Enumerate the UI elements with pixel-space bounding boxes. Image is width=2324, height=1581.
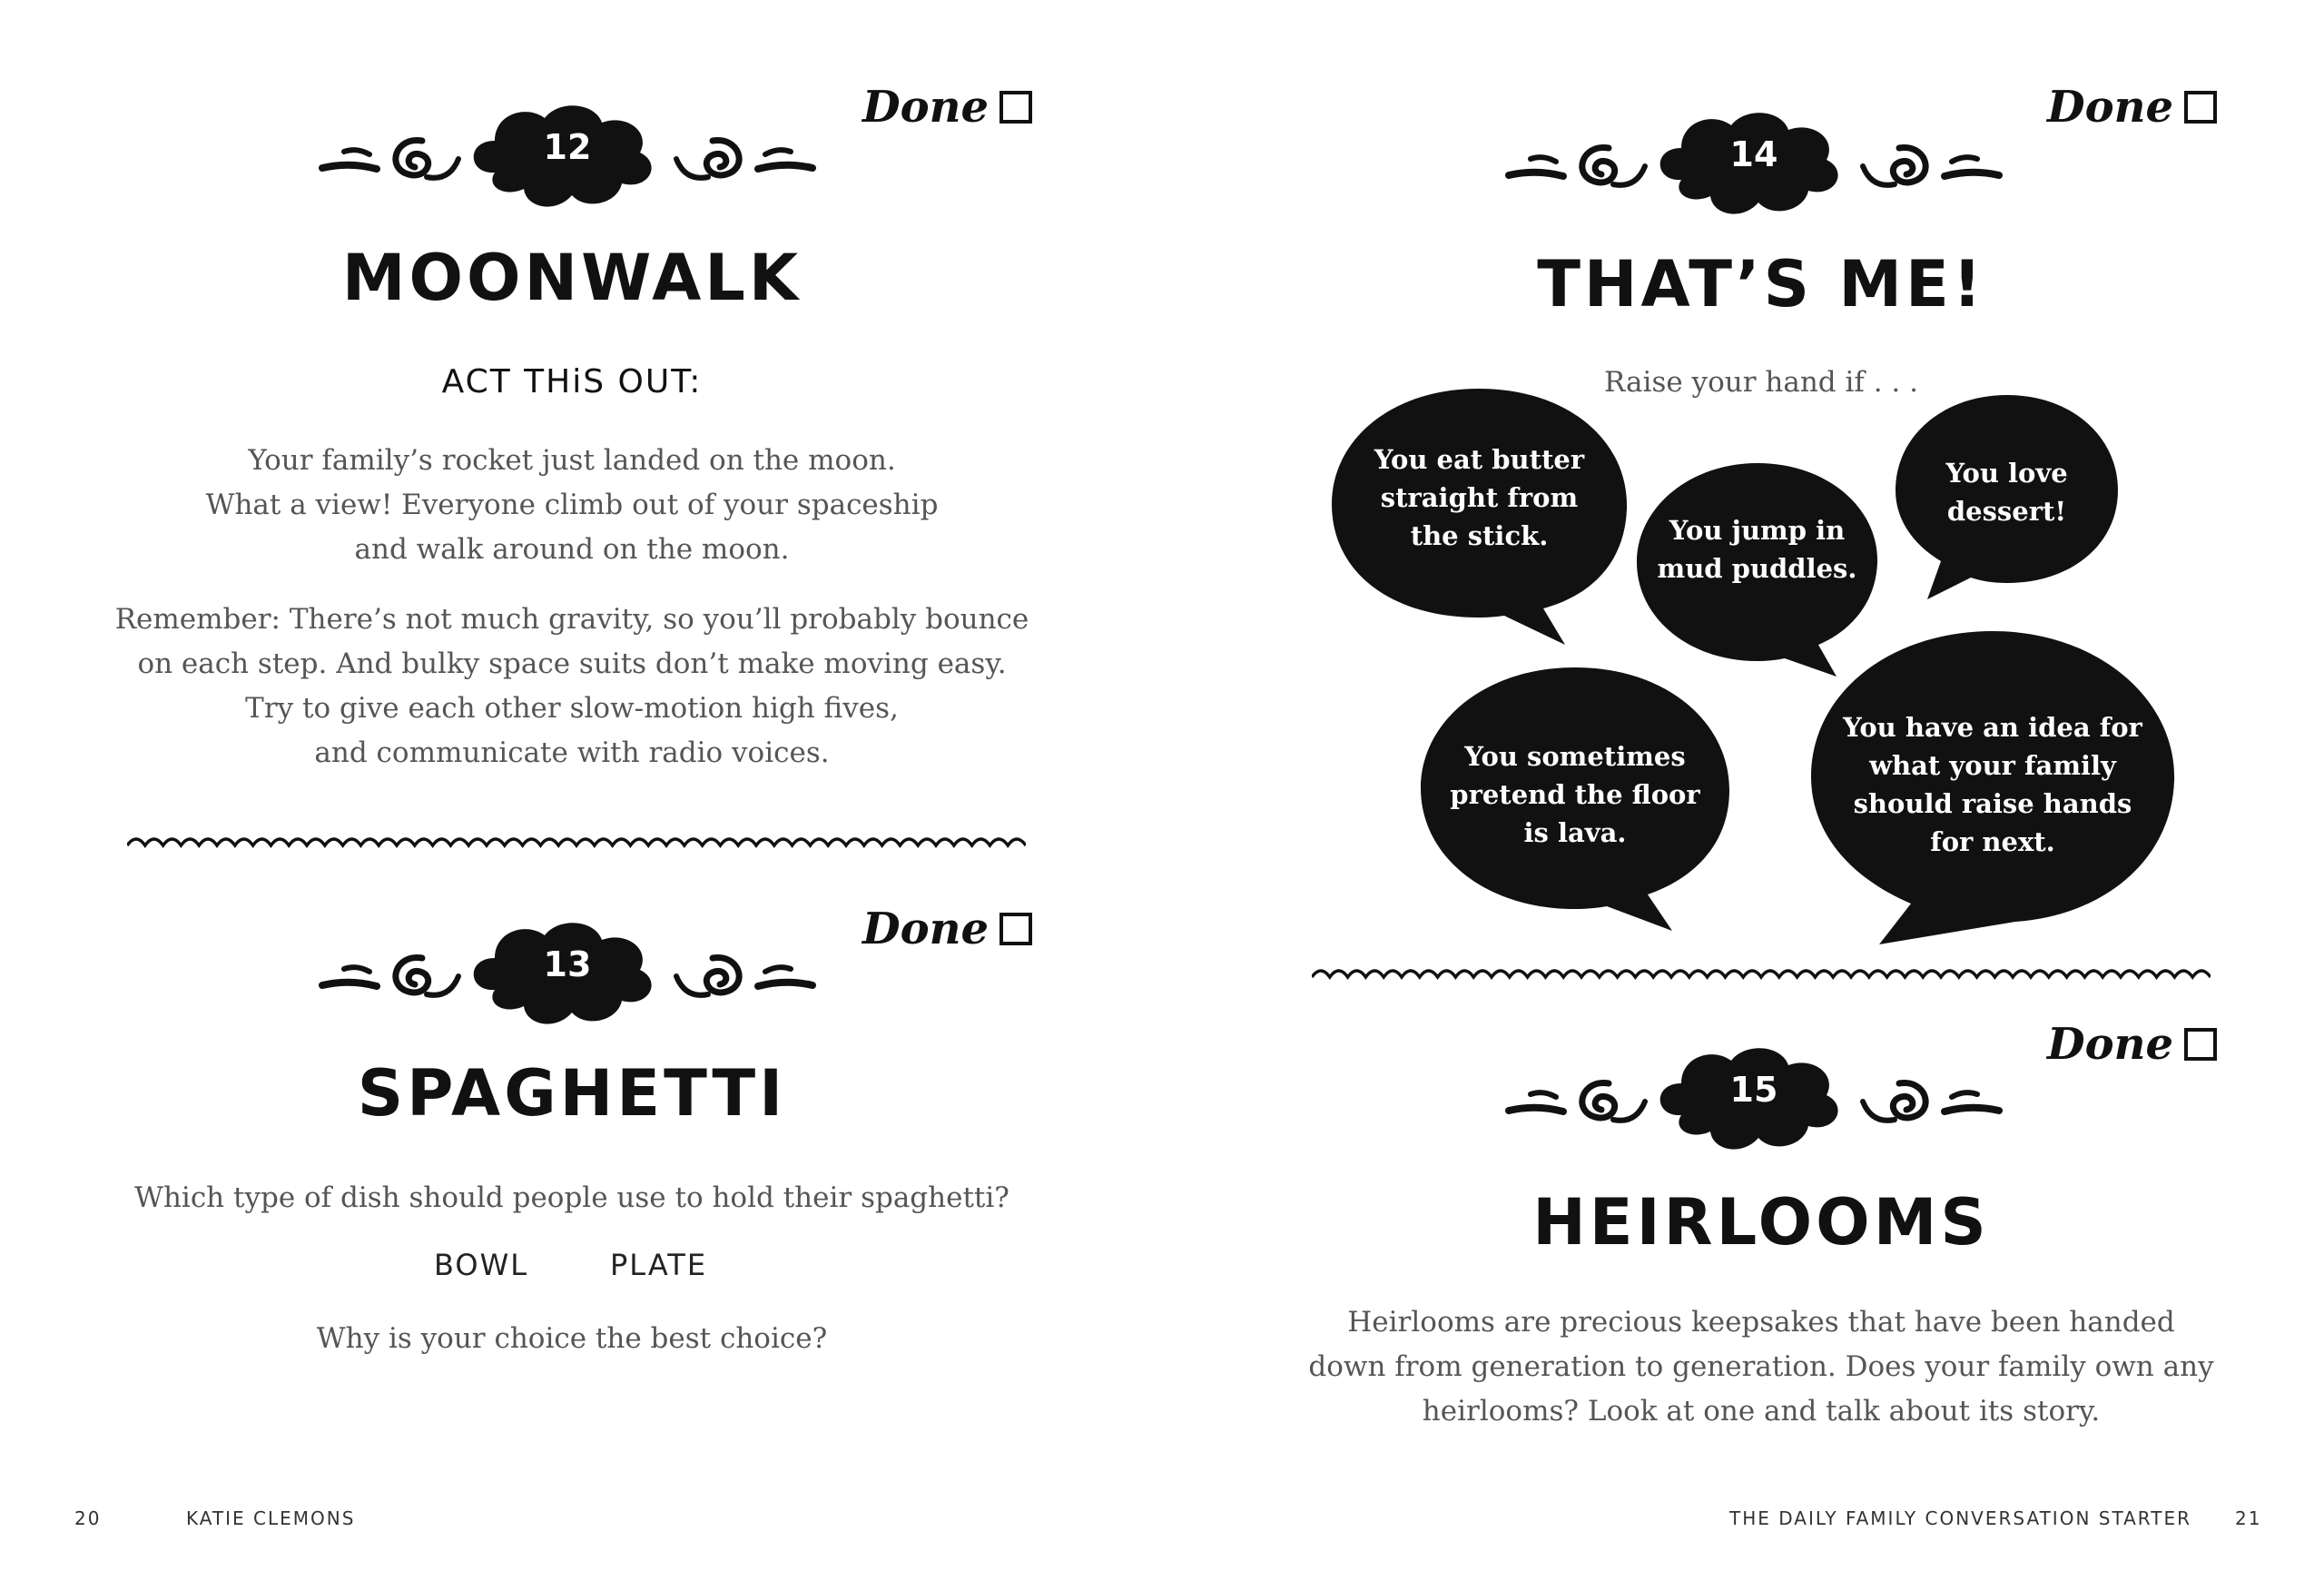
page-number-left: 20: [74, 1507, 102, 1529]
bubble-line: should raise hands: [1853, 788, 2132, 819]
activity-number-ornament-15: [1500, 1033, 2008, 1161]
text-line: heirlooms? Look at one and talk about its story.: [1422, 1395, 2101, 1428]
activity-title-spaghetti: SPAGHETTI: [357, 1056, 787, 1131]
activity-number: 12: [543, 127, 592, 167]
bubble-line: mud puddles.: [1657, 553, 1857, 584]
activity-number: 14: [1729, 134, 1778, 174]
wavy-divider: [127, 829, 1026, 856]
activity-paragraph-2: [109, 598, 1035, 776]
bubble-line: is lava.: [1523, 817, 1627, 848]
activity-title-moonwalk: MOONWALK: [341, 241, 803, 315]
option-plate: PLATE: [610, 1248, 708, 1282]
speech-bubble-1: [1327, 381, 1631, 640]
activity-paragraph-1: [127, 439, 1017, 572]
checkbox-icon[interactable]: [1000, 913, 1032, 945]
text-line: Try to give each other slow-motion high fives,: [245, 692, 899, 725]
activity-number-ornament-12: [313, 91, 822, 218]
text-line: What a view! Everyone climb out of your spaceship: [205, 489, 939, 521]
checkbox-icon[interactable]: [1000, 91, 1032, 124]
checkbox-icon[interactable]: [2184, 91, 2217, 124]
bubble-line: pretend the floor: [1450, 779, 1700, 810]
bubble-line: You eat butter: [1374, 444, 1585, 475]
activity-number: 13: [543, 944, 592, 984]
bubble-line: You love: [1945, 458, 2068, 489]
speech-bubble-4: [1416, 663, 1734, 926]
done-label: Done: [2047, 82, 2174, 133]
text-line: down from generation to generation. Does your family own any: [1308, 1350, 2214, 1383]
speech-bubble-3: [1891, 390, 2122, 595]
done-label: Done: [2047, 1019, 2174, 1070]
activity-number-ornament-13: [313, 908, 822, 1035]
done-checkbox-12[interactable]: [862, 82, 1032, 133]
activity-paragraph: [1289, 1300, 2233, 1434]
done-checkbox-15[interactable]: [2047, 1019, 2217, 1070]
activity-title-thats-me: THAT’S ME!: [1537, 247, 1985, 321]
activity-followup: Why is your choice the best choice?: [316, 1322, 828, 1355]
speech-bubble-5: [1807, 627, 2179, 944]
done-label: Done: [862, 904, 990, 954]
checkbox-icon[interactable]: [2184, 1028, 2217, 1061]
activity-question: Which type of dish should people use to hold their spaghetti?: [134, 1181, 1009, 1214]
done-checkbox-14[interactable]: [2047, 82, 2217, 133]
text-line: Heirlooms are precious keepsakes that have been handed: [1347, 1306, 2175, 1339]
activity-intro: Raise your hand if . . .: [1604, 366, 1918, 399]
bubble-line: You jump in: [1669, 515, 1846, 546]
activity-number: 15: [1729, 1070, 1778, 1110]
bubble-line: what your family: [1869, 750, 2116, 781]
bubble-line: dessert!: [1946, 496, 2067, 527]
text-line: Remember: There’s not much gravity, so you’ll probably bounce: [114, 603, 1029, 636]
done-checkbox-13[interactable]: [862, 904, 1032, 954]
footer-author: KATIE CLEMONS: [186, 1507, 356, 1529]
text-line: and communicate with radio voices.: [314, 736, 830, 769]
footer-book-title: THE DAILY FAMILY CONVERSATION STARTER: [1729, 1507, 2191, 1529]
activity-subhead: ACT THiS OUT:: [441, 363, 703, 400]
wavy-divider: [1312, 961, 2211, 988]
option-bowl: BOWL: [434, 1248, 529, 1282]
page-number-right: 21: [2235, 1507, 2262, 1529]
bubble-line: for next.: [1930, 826, 2055, 857]
bubble-line: You sometimes: [1464, 741, 1686, 772]
activity-title-heirlooms: HEIRLOOMS: [1532, 1185, 1990, 1260]
done-label: Done: [862, 82, 990, 133]
bubble-line: You have an idea for: [1843, 712, 2142, 743]
text-line: on each step. And bulky space suits don’t make moving easy.: [137, 647, 1007, 680]
activity-number-ornament-14: [1500, 98, 2008, 225]
bubble-line: the stick.: [1410, 520, 1549, 551]
text-line: and walk around on the moon.: [354, 533, 790, 566]
text-line: Your family’s rocket just landed on the moon.: [248, 444, 896, 477]
bubble-line: straight from: [1380, 482, 1579, 513]
